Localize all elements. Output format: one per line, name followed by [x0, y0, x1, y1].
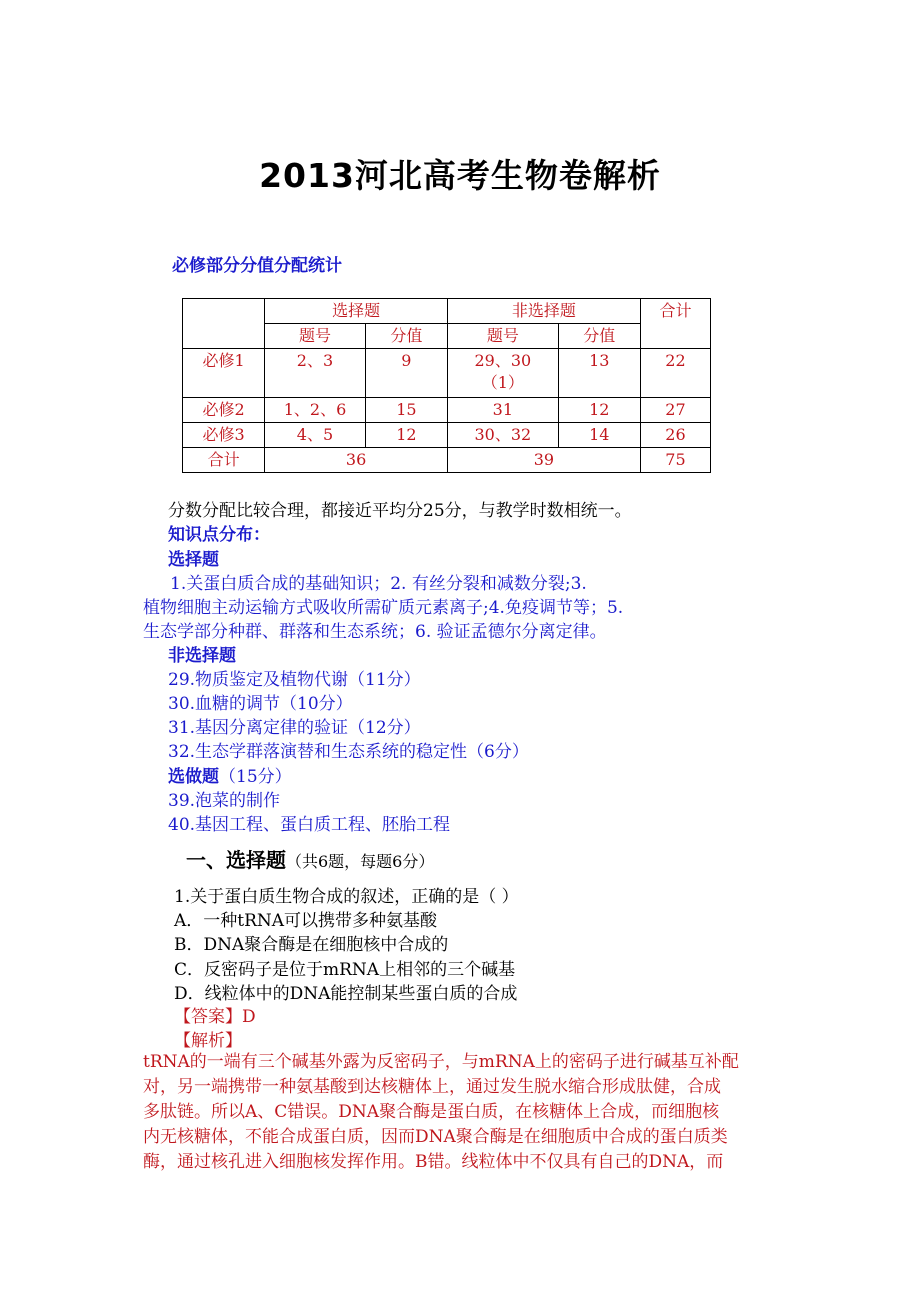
- choice-line: 生态学部分种群、群落和生态系统；6. 验证孟德尔分离定律。: [143, 622, 607, 642]
- nonchoice-item: 31.基因分离定律的验证（12分）: [168, 718, 421, 738]
- total-cell: 26: [640, 423, 710, 448]
- summary-text: 分数分配比较合理，都接近平均分25分，与教学时数相统一。: [168, 501, 632, 521]
- table-row: [183, 423, 711, 448]
- elective-heading-line: [168, 762, 292, 787]
- non-score-cell: 14: [558, 423, 640, 448]
- nonchoice-item: 30.血糖的调节（10分）: [168, 694, 353, 714]
- total-cell: 27: [640, 398, 710, 423]
- stats-heading: 必修部分分值分配统计: [172, 256, 342, 276]
- table-row: [183, 349, 711, 398]
- header-non-score: 分值: [558, 324, 640, 349]
- elective-score: （15分）: [219, 767, 292, 787]
- choice-num-cell: 2、3: [265, 349, 366, 398]
- row-label: 必修2: [183, 398, 265, 423]
- choice-num-cell: 1、2、6: [265, 398, 366, 423]
- analysis-label: 【解析】: [174, 1031, 242, 1051]
- choice-score-cell: 12: [365, 423, 447, 448]
- sum-choice: 36: [265, 448, 448, 473]
- choice-line: 植物细胞主动运输方式吸收所需矿质元素离子;4.免疫调节等；5.: [143, 598, 624, 618]
- analysis-line: 多肽链。所以A、C错误。DNA聚合酶是蛋白质，在核糖体上合成，而细胞核: [143, 1102, 720, 1122]
- section-title: 一、选择题: [186, 848, 286, 872]
- nonchoice-item: 32.生态学群落演替和生态系统的稳定性（6分）: [168, 742, 529, 762]
- page-title: 2013河北高考生物卷解析: [259, 156, 661, 195]
- choice-num-cell: 4、5: [265, 423, 366, 448]
- row-label: 必修3: [183, 423, 265, 448]
- analysis-line: tRNA的一端有三个碱基外露为反密码子，与mRNA上的密码子进行碱基互补配: [143, 1052, 739, 1072]
- elective-item: 40.基因工程、蛋白质工程、胚胎工程: [168, 815, 451, 835]
- sum-total: 75: [640, 448, 710, 473]
- question-stem: 1.关于蛋白质生物合成的叙述，正确的是（ ）: [174, 887, 519, 907]
- header-choice: 选择题: [265, 299, 448, 324]
- table-sum-row: [183, 448, 711, 473]
- header-choice-score: 分值: [365, 324, 447, 349]
- table-row: [183, 398, 711, 423]
- analysis-line: 对，另一端携带一种氨基酸到达核糖体上，通过发生脱水缩合形成肽健，合成: [143, 1077, 721, 1097]
- nonchoice-heading: 非选择题: [168, 646, 236, 666]
- total-cell: 22: [640, 349, 710, 398]
- score-table: [182, 298, 711, 473]
- elective-item: 39.泡菜的制作: [168, 791, 281, 811]
- non-num-cell: 30、32: [447, 423, 558, 448]
- header-nonchoice: 非选择题: [447, 299, 640, 324]
- row-label: 必修1: [183, 349, 265, 398]
- option-a: A．一种tRNA可以携带多种氨基酸: [174, 911, 438, 931]
- table-header-row: [183, 299, 711, 324]
- header-total: 合计: [640, 299, 710, 349]
- sum-label: 合计: [183, 448, 265, 473]
- choice-score-cell: 9: [365, 349, 447, 398]
- non-num-cell: 31: [447, 398, 558, 423]
- choice-heading: 选择题: [168, 550, 219, 570]
- analysis-line: 内无核糖体，不能合成蛋白质，因而DNA聚合酶是在细胞质中合成的蛋白质类: [143, 1127, 728, 1147]
- analysis-line: 酶，通过核孔进入细胞核发挥作用。B错。线粒体中不仅具有自己的DNA，而: [143, 1152, 724, 1172]
- choice-line: 1.关蛋白质合成的基础知识；2. 有丝分裂和减数分裂;3.: [170, 574, 587, 594]
- table-corner-cell: [183, 299, 265, 349]
- answer-text: 【答案】D: [174, 1007, 256, 1027]
- choice-score-cell: 15: [365, 398, 447, 423]
- header-non-num: 题号: [447, 324, 558, 349]
- non-score-cell: 12: [558, 398, 640, 423]
- knowledge-heading: 知识点分布：: [168, 525, 270, 545]
- non-num-cell: 29、30（1）: [447, 349, 558, 398]
- option-b: B．DNA聚合酶是在细胞核中合成的: [174, 935, 449, 955]
- sum-nonchoice: 39: [447, 448, 640, 473]
- non-score-cell: 13: [558, 349, 640, 398]
- option-d: D．线粒体中的DNA能控制某些蛋白质的合成: [174, 984, 518, 1004]
- section-heading: [186, 844, 434, 873]
- section-subtitle: （共6题，每题6分）: [286, 852, 435, 871]
- nonchoice-item: 29.物质鉴定及植物代谢（11分）: [168, 670, 421, 690]
- header-choice-num: 题号: [265, 324, 366, 349]
- elective-heading: 选做题: [168, 767, 219, 787]
- option-c: C．反密码子是位于mRNA上相邻的三个碱基: [174, 960, 516, 980]
